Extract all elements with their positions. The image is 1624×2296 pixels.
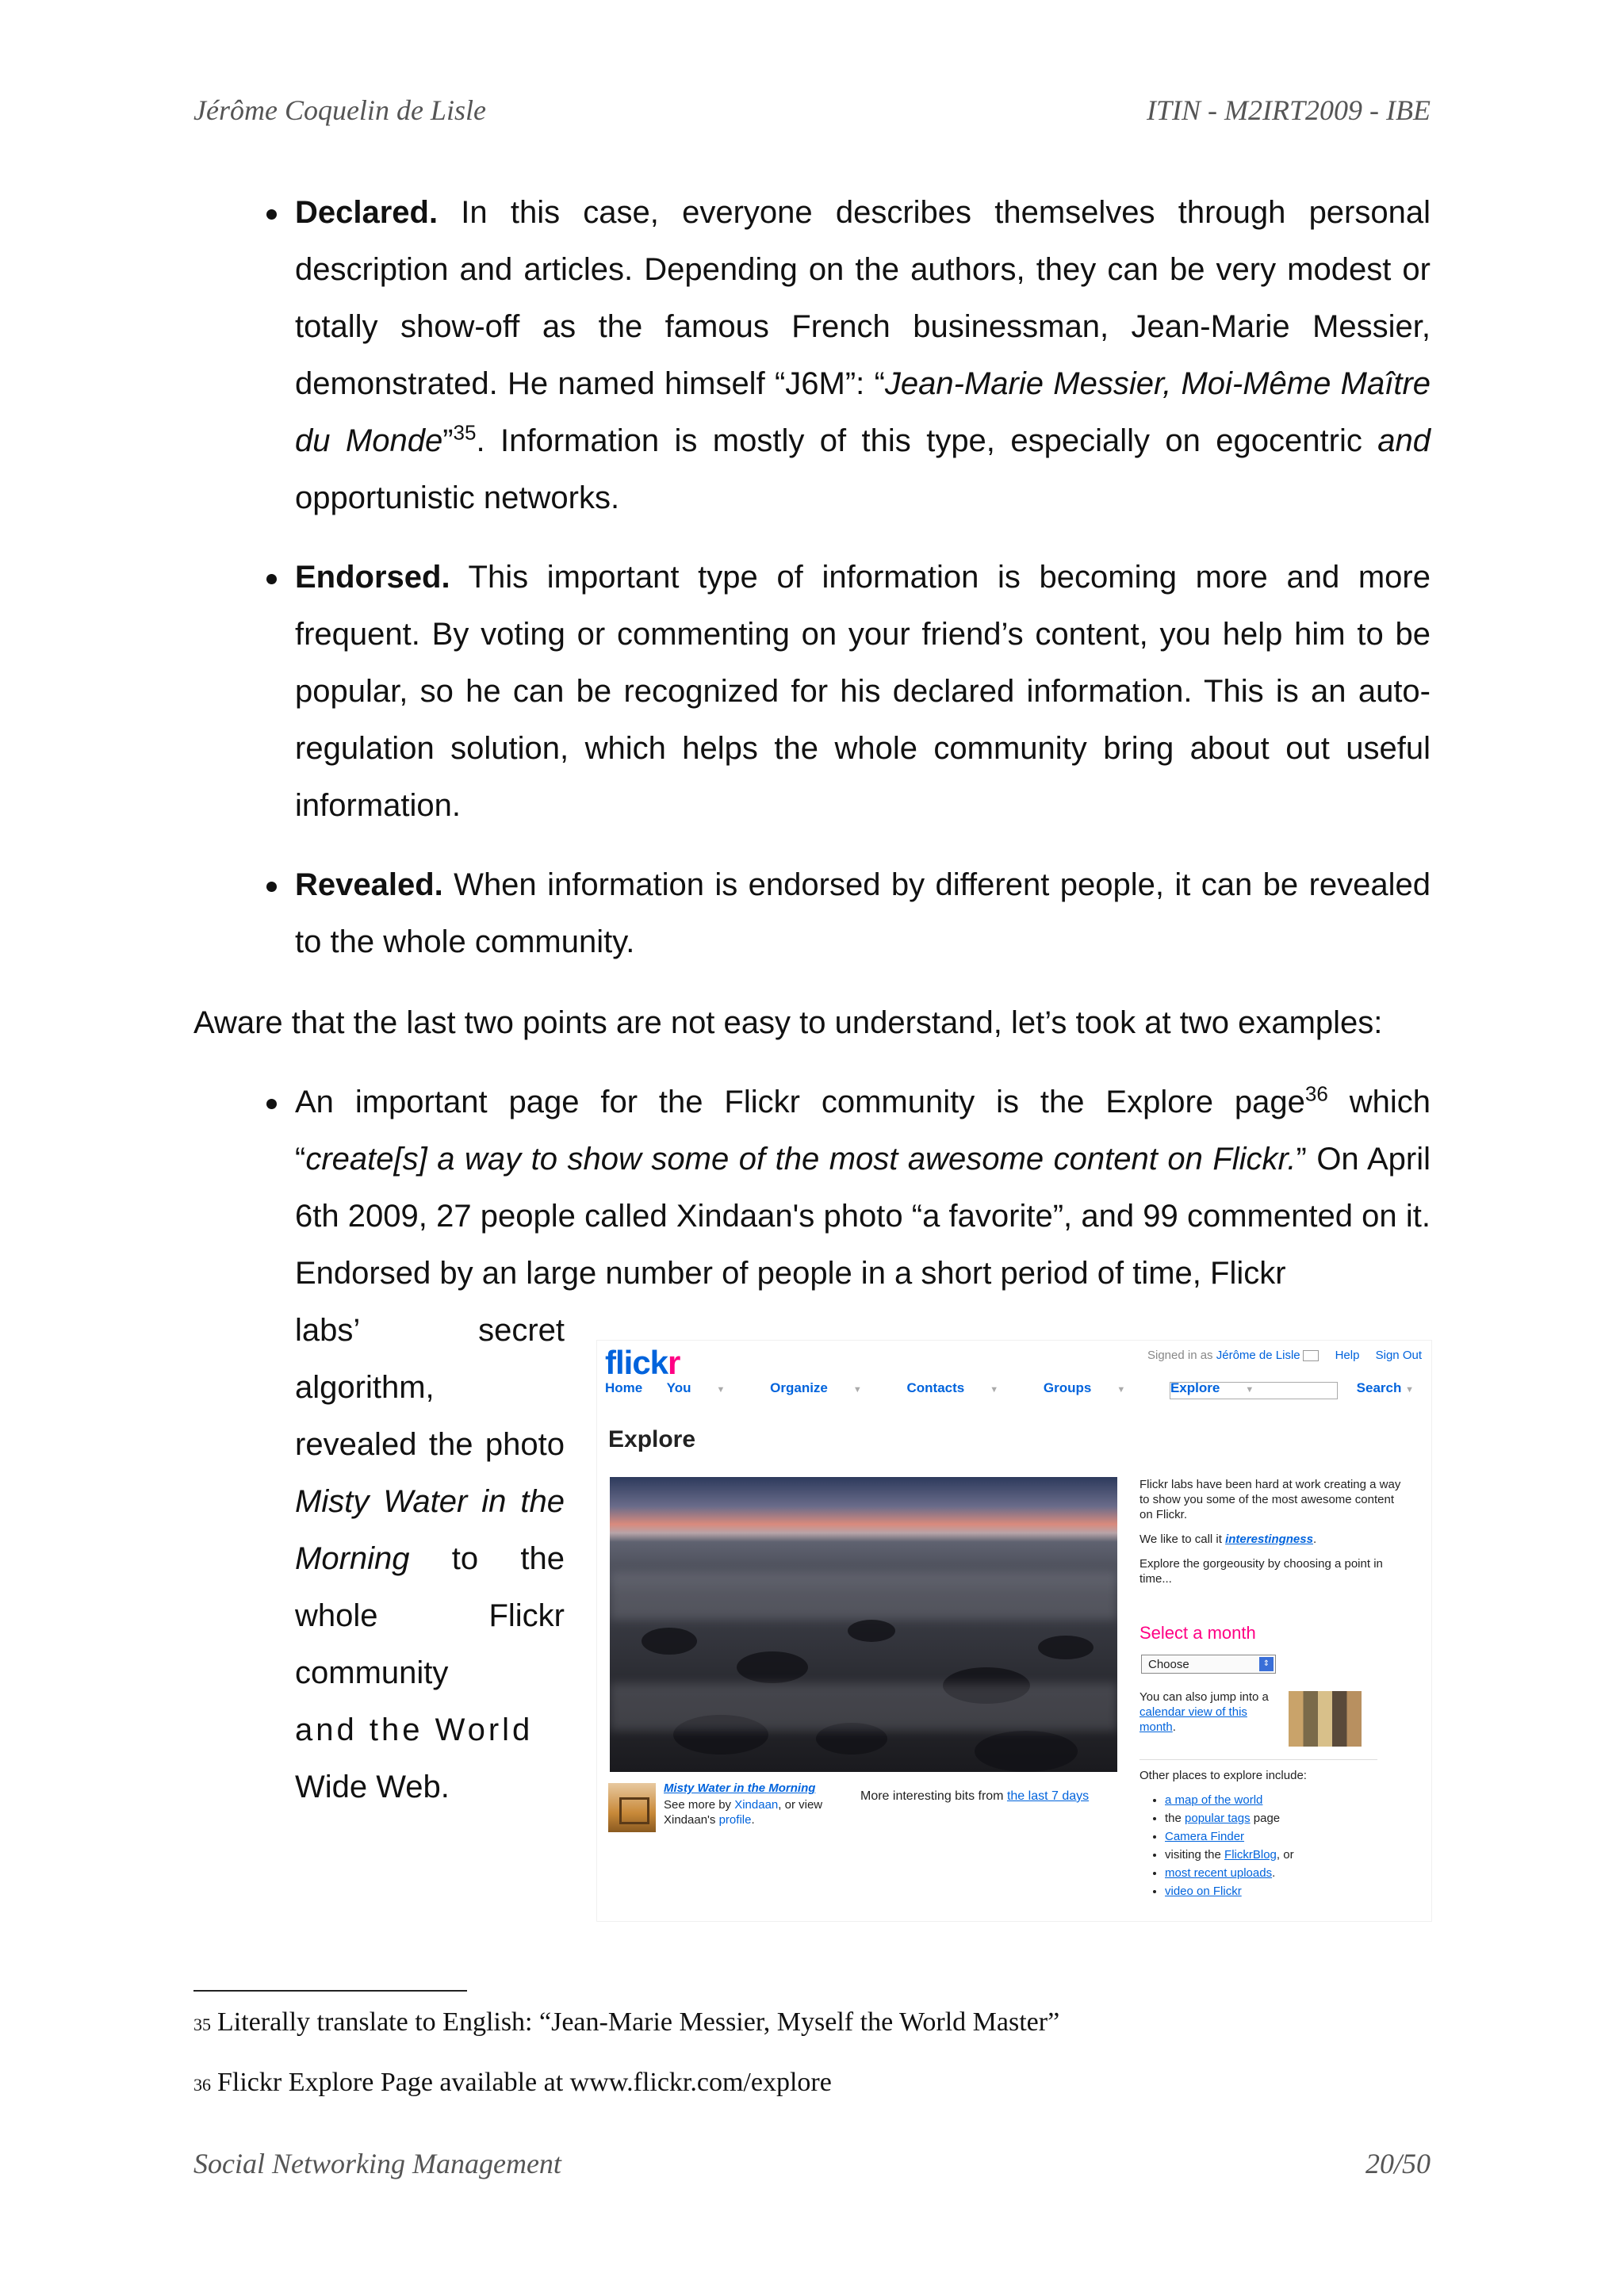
footnote-rule — [193, 1990, 467, 1992]
nav-contacts[interactable]: Contacts ▼ — [906, 1380, 999, 1395]
sign-out-link[interactable]: Sign Out — [1375, 1349, 1422, 1362]
chevron-down-icon[interactable]: ▼ — [990, 1385, 999, 1395]
text-segment: labs’ secret algorithm, revealed the photo — [295, 1313, 565, 1462]
text-segment: In this case, everyone describes themselves through personal description and articles. Depending on the authors, they can be very modest or totally show-off as the famous French businessman, Jean-Marie Messier, demonstrated. He named himself “J6M”: “ — [295, 195, 1431, 401]
quote-italic: Jean-Marie Messier, Moi-Même Maître du Monde — [295, 366, 1431, 458]
running-header-course: ITIN - M2IRT2009 - IBE — [1147, 94, 1431, 126]
bullet-dot-icon — [266, 574, 277, 584]
help-link[interactable]: Help — [1335, 1349, 1360, 1362]
video-link[interactable]: video on Flickr — [1165, 1885, 1242, 1898]
featured-photo[interactable] — [610, 1477, 1117, 1772]
map-link[interactable]: a map of the world — [1165, 1793, 1263, 1807]
sidebar-intro: Flickr labs have been hard at work creating a way to show you some of the most awesome content on Flickr. — [1139, 1478, 1401, 1521]
camera-finder-link[interactable]: Camera Finder — [1165, 1830, 1245, 1843]
select-month-heading: Select a month — [1139, 1623, 1256, 1643]
list-item — [1165, 1882, 1294, 1900]
text-segment: This important type of information is becoming more and more frequent. By voting or commenting on your friend’s content, you help him to be popular, so he can be recognized for his declared information. This is an auto-regulation solution, which helps the whole community bring about out useful information. — [295, 560, 1431, 823]
footnote-ref-36[interactable]: 36 — [1304, 1081, 1328, 1106]
chevron-down-icon[interactable]: ▼ — [1245, 1385, 1254, 1395]
text-segment: opportunistic networks. — [295, 480, 620, 515]
photo-title-link[interactable]: Misty Water in the Morning — [664, 1781, 816, 1795]
list-item: • the popular tags page — [1165, 1809, 1294, 1827]
calendar-jump: You can also jump into a calendar view of this month. — [1139, 1690, 1269, 1734]
signed-in-user-link[interactable]: Jérôme de Lisle — [1216, 1349, 1300, 1362]
page-number: 20/50 — [1365, 2148, 1431, 2179]
search-button[interactable]: Search ▼ — [1356, 1380, 1414, 1395]
photo-meta: See more by Xindaan, or view Xindaan's profile. — [664, 1798, 823, 1827]
more-bits: More interesting bits from the last 7 days — [860, 1789, 1090, 1803]
list-item: • most recent uploads. — [1165, 1864, 1294, 1882]
quote-italic: create[s] a way to show some of the most awesome content on Flickr. — [305, 1142, 1297, 1177]
footnote-ref-35[interactable]: 35 — [453, 420, 477, 445]
chevron-down-icon[interactable]: ▼ — [716, 1385, 726, 1395]
nav-explore[interactable]: Explore ▼ — [1170, 1380, 1254, 1395]
rock-shape — [975, 1731, 1078, 1772]
text-segment: An important page for the Flickr community is the Explore page — [295, 1085, 1305, 1119]
search-input[interactable] — [1170, 1382, 1338, 1399]
select-arrows-icon[interactable]: ⇕ — [1259, 1657, 1274, 1671]
list-item-declared — [295, 184, 1431, 526]
list-item-endorsed — [295, 549, 1431, 834]
term-declared: Declared. — [295, 195, 439, 230]
explore-sidebar — [1139, 1477, 1409, 1596]
text-segment: Wide Web. — [295, 1770, 450, 1804]
text-segment: ” — [442, 423, 454, 458]
sidebar-interestingness: We like to call it interestingness. — [1139, 1533, 1317, 1546]
nav-organize[interactable]: Organize ▼ — [770, 1380, 862, 1395]
footnote-36 — [193, 2068, 832, 2098]
list-item — [1165, 1827, 1294, 1846]
other-places-heading: Other places to explore include: — [1139, 1769, 1307, 1782]
mail-icon[interactable] — [1303, 1350, 1319, 1361]
rock-shape — [848, 1620, 895, 1642]
text-segment: When information is endorsed by different people, it can be revealed to the whole community. — [295, 867, 1431, 959]
footnote-35 — [193, 2007, 1059, 2038]
footnote-number: 35 — [193, 2015, 211, 2034]
photo-title-italic: Misty Water in the Morning — [295, 1484, 565, 1576]
divider — [1139, 1759, 1377, 1760]
nav-groups[interactable]: Groups ▼ — [1043, 1380, 1126, 1395]
photo-thumbnail[interactable] — [608, 1783, 656, 1832]
chevron-down-icon[interactable]: ▼ — [852, 1385, 862, 1395]
text-segment: and the World — [295, 1712, 534, 1747]
mist-layer — [610, 1572, 1117, 1620]
flickr-explore-screenshot — [596, 1340, 1432, 1922]
chevron-down-icon[interactable]: ▼ — [1116, 1385, 1126, 1395]
profile-link[interactable]: profile — [718, 1813, 752, 1827]
bullet-dot-icon — [266, 1099, 277, 1109]
running-footer-title: Social Networking Management — [193, 2148, 561, 2179]
running-header-author: Jérôme Coquelin de Lisle — [193, 94, 486, 126]
text-segment: to the whole Flickr community — [295, 1541, 565, 1690]
footnote-text: Literally translate to English: “Jean-Marie Messier, Myself the World Master” — [217, 2007, 1060, 2037]
list-item — [1165, 1791, 1294, 1809]
page-title: Explore — [608, 1426, 696, 1452]
text-segment: ” On April 6th 2009, 27 people called Xindaan's photo “a favorite”, and 99 commented on it. Endorsed by an large number of people in a short period of time, Flickr — [295, 1142, 1431, 1291]
user-link[interactable]: Xindaan — [734, 1798, 779, 1812]
interestingness-link[interactable]: interestingness — [1225, 1533, 1313, 1546]
bullet-dot-icon — [266, 209, 277, 220]
emphasis-and: and — [1377, 423, 1431, 458]
list-item-revealed — [295, 856, 1431, 970]
last-7-days-link[interactable]: the last 7 days — [1006, 1789, 1090, 1803]
wrapped-text-column — [295, 1302, 565, 1816]
popular-tags-link[interactable]: popular tags — [1185, 1812, 1251, 1825]
mist-layer — [610, 1683, 1117, 1731]
information-types-list — [295, 184, 1431, 993]
account-links — [1290, 1349, 1422, 1362]
recent-uploads-link[interactable]: most recent uploads — [1165, 1866, 1273, 1880]
month-select[interactable]: Choose ⇕ — [1141, 1655, 1276, 1674]
other-places-list — [1154, 1791, 1294, 1900]
list-item: • visiting the FlickrBlog, or — [1165, 1846, 1294, 1864]
intro-paragraph: Aware that the last two points are not easy to understand, let’s took at two examples: — [193, 1005, 1383, 1040]
nav-home[interactable]: Home — [605, 1380, 643, 1395]
rock-shape — [642, 1628, 697, 1655]
flickrblog-link[interactable]: FlickrBlog — [1224, 1848, 1277, 1862]
footnote-text: Flickr Explore Page available at www.flickr.com/explore — [217, 2068, 832, 2097]
bullet-dot-icon — [266, 882, 277, 892]
calendar-view-link[interactable]: calendar view of this month — [1139, 1705, 1247, 1734]
term-revealed: Revealed. — [295, 867, 443, 902]
flickr-logo[interactable]: flickr — [605, 1344, 680, 1381]
footnote-number: 36 — [193, 2075, 211, 2095]
nav-you[interactable]: You ▼ — [666, 1380, 726, 1395]
calendar-thumbnail[interactable] — [1289, 1691, 1362, 1747]
term-endorsed: Endorsed. — [295, 560, 450, 595]
rock-shape — [1038, 1636, 1094, 1659]
text-segment: which “ — [295, 1085, 1431, 1177]
signed-in-status: Signed in as Jérôme de Lisle — [1147, 1349, 1300, 1362]
sidebar-choose-hint: Explore the gorgeousity by choosing a point in time... — [1139, 1557, 1383, 1586]
text-segment: . Information is mostly of this type, especially on egocentric — [476, 423, 1378, 458]
rock-shape — [737, 1651, 808, 1683]
